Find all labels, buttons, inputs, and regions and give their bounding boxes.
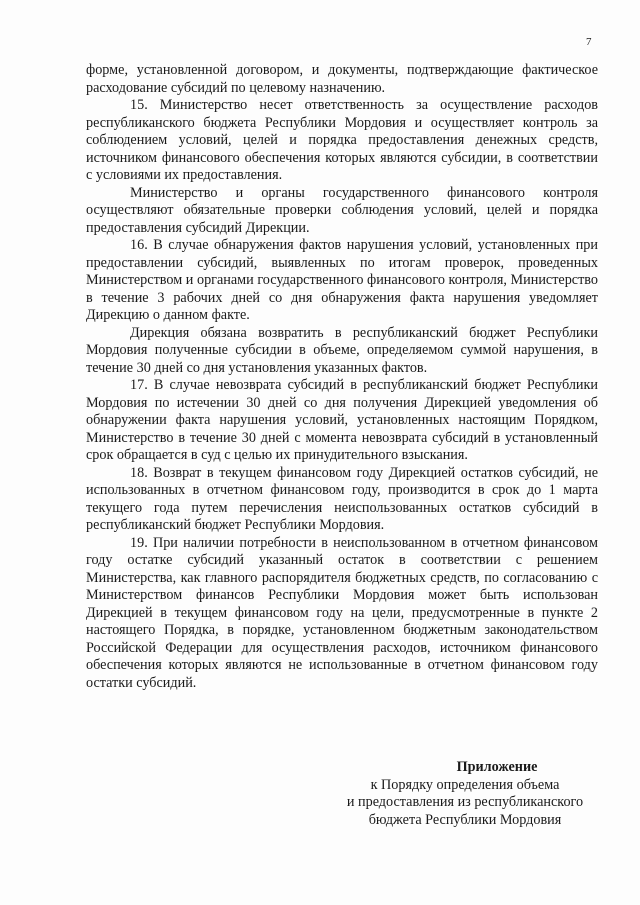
page-number: 7 — [586, 36, 592, 48]
paragraph-15: 15. Министерство несет ответственность за осуществление расходов республиканского бюджета Республики Мордовия и осуществляет контроль за соблюдением условий, целей и порядка предоставления денежных средств, источником финансового обеспечения которых являются субсидии, в соответствии с условиями их предоставления. — [86, 97, 598, 183]
paragraph-16-continued: Дирекция обязана возвратить в республиканский бюджет Республики Мордовия полученные субсидии в объеме, определяемом суммой нарушения, в течение 30 дней со дня установления указанных фактов. — [86, 324, 598, 376]
appendix-line: и предоставления из республиканского — [346, 794, 584, 810]
paragraph-16: 16. В случае обнаружения фактов нарушения условий, установленных при предоставлении субсидий, выявленных по итогам проверок, проведенных Министерством и органами государственного финансового контроля, Министерство в течение 3 рабочих дней со дня обнаружения факта нарушения уведомляет Дирекцию о данном факте. — [86, 237, 598, 323]
paragraph-15-continued: Министерство и органы государственного финансового контроля осуществляют обязательные проверки соблюдения условий, целей и порядка предоставления субсидий Дирекции. — [86, 184, 598, 236]
paragraph-19: 19. При наличии потребности в неиспользованном в отчетном финансовом году остатке субсидий указанный остаток в соответствии с решением Министерства, как главного распорядителя бюджетных средств, по согласованию с Министерством финансов Республики Мордовия может быть использован Дирекцией в текущем финансовом году на цели, предусмотренные в пункте 2 настоящего Порядка, в порядке, установленном бюджетным законодательством Российской Федерации для осуществления расходов, источником финансового обеспечения которых являются не использованные в отчетном финансовом году остатки субсидий. — [86, 534, 598, 691]
appendix-heading: Приложение — [456, 759, 538, 775]
appendix-line: бюджета Республики Мордовия — [368, 811, 562, 828]
paragraph-17: 17. В случае невозврата субсидий в республиканский бюджет Республики Мордовия по истечении 30 дней со дня получения Дирекцией уведомления об обнаружении факта нарушения условий, установленных настоящим Порядком, Министерство в течение 30 дней с момента невозврата субсидий в установленный срок обращается в суд с целью их принудительного взыскания. — [86, 377, 598, 463]
appendix-block — [290, 759, 640, 829]
paragraph-continuation: форме, установленной договором, и документы, подтверждающие фактическое расходование субсидий по целевому назначению. — [86, 62, 598, 96]
appendix-line: к Порядку определения объема — [370, 776, 560, 793]
paragraph-18: 18. Возврат в текущем финансовом году Дирекцией остатков субсидий, не использованных в отчетном финансовом году, производится в срок до 1 марта текущего года путем перечисления неиспользованных остатков субсидий в республиканский бюджет Республики Мордовия. — [86, 464, 598, 533]
document-body — [86, 62, 598, 692]
